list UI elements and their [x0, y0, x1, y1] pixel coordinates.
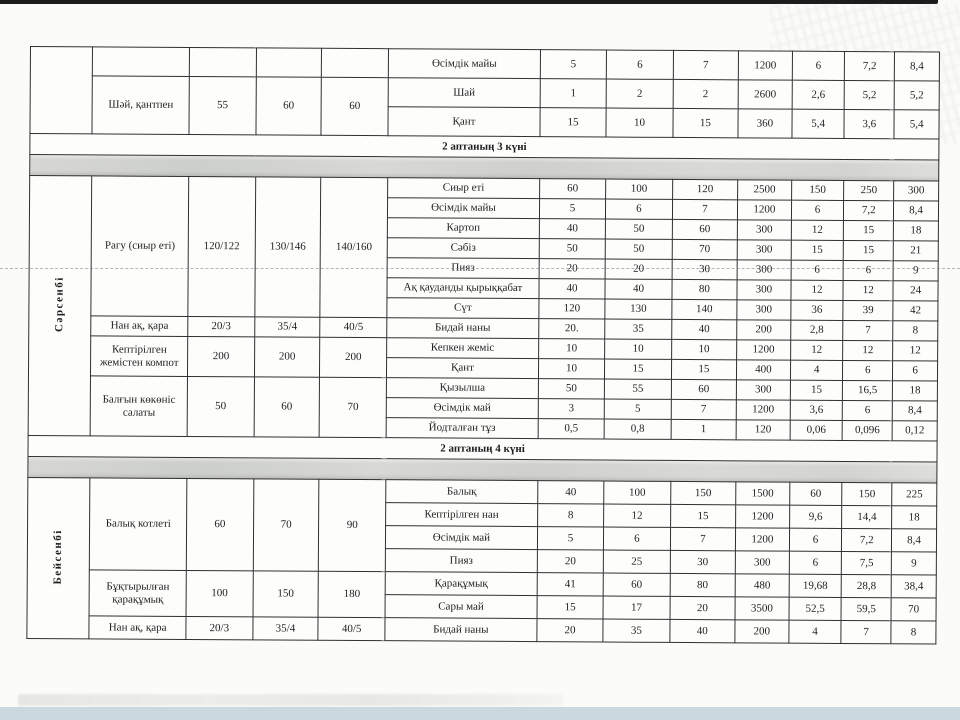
- value-cell: 1500: [736, 482, 790, 505]
- value-cell: 12: [790, 340, 843, 360]
- value-cell: 7: [841, 620, 891, 643]
- ingredient-cell: Шай: [388, 78, 540, 108]
- value-cell: 2500: [738, 180, 792, 200]
- value-cell: 300: [737, 240, 791, 260]
- value-cell: 6: [843, 260, 893, 280]
- value-cell: 60: [539, 179, 606, 199]
- value-cell: 300: [736, 380, 790, 400]
- ingredient-cell: Йодталған тұз: [386, 418, 538, 439]
- value-cell: 12: [843, 280, 893, 300]
- value-cell: 2: [606, 79, 673, 108]
- dish-name-cell: Рагу (сиыр еті): [91, 176, 188, 317]
- ingredient-cell: Бидай наны: [387, 318, 539, 339]
- portion-cell: 20/3: [186, 616, 253, 639]
- value-cell: 2: [673, 79, 739, 108]
- portion-cell: 120/122: [188, 176, 256, 316]
- value-cell: 6: [843, 400, 893, 420]
- ingredient-cell: Өсімдік май: [386, 398, 538, 419]
- value-cell: 20: [537, 550, 604, 573]
- value-cell: 6: [791, 260, 844, 280]
- day-cell: [30, 47, 93, 134]
- value-cell: 80: [670, 573, 736, 596]
- dish-name-cell: Балғын көкөніс салаты: [91, 376, 188, 437]
- portion-cell: 40/5: [318, 617, 385, 640]
- value-cell: 300: [894, 181, 939, 201]
- value-cell: 7: [671, 399, 737, 419]
- value-cell: 140: [671, 299, 737, 319]
- value-cell: 8,4: [892, 401, 937, 421]
- ingredient-cell: Бидай наны: [385, 618, 537, 642]
- value-cell: 1200: [735, 528, 789, 551]
- value-cell: 70: [672, 239, 738, 259]
- ingredient-cell: Кептірілген нан: [386, 503, 538, 527]
- value-cell: 60: [603, 573, 670, 596]
- value-cell: 480: [735, 574, 789, 597]
- ingredient-cell: Пияз: [385, 549, 537, 573]
- value-cell: 15: [537, 596, 604, 619]
- value-cell: 3: [538, 399, 605, 419]
- portion-cell: 35/4: [253, 617, 319, 640]
- value-cell: 30: [670, 550, 736, 573]
- section-header: 2 аптаның 3 күні: [30, 134, 939, 161]
- value-cell: 300: [737, 300, 791, 320]
- scan-smudge: [18, 694, 563, 706]
- value-cell: 36: [791, 300, 844, 320]
- value-cell: 15: [844, 220, 894, 240]
- portion-cell: 55: [189, 76, 256, 134]
- value-cell: 2,8: [790, 320, 843, 340]
- value-cell: 120: [539, 299, 606, 319]
- value-cell: 400: [737, 360, 791, 380]
- value-cell: 8: [891, 621, 936, 644]
- value-cell: 25: [604, 550, 671, 573]
- portion-cell: 200: [320, 337, 387, 377]
- value-cell: 20: [670, 596, 736, 619]
- value-cell: 7: [670, 527, 736, 550]
- value-cell: 150: [670, 481, 736, 504]
- value-cell: 5: [537, 527, 604, 550]
- scan-bottom-band: [0, 707, 960, 720]
- value-cell: 12: [843, 340, 893, 360]
- value-cell: 1200: [737, 340, 791, 360]
- value-cell: 18: [893, 221, 938, 241]
- dish-name-cell: Бұқтырылған қарақұмық: [89, 570, 186, 617]
- value-cell: 3500: [735, 597, 789, 620]
- value-cell: 300: [737, 280, 791, 300]
- value-cell: 20: [537, 619, 604, 642]
- value-cell: 21: [893, 241, 938, 261]
- portion-cell: 140/160: [320, 177, 388, 317]
- value-cell: 50: [605, 239, 672, 259]
- value-cell: 1200: [738, 200, 792, 220]
- value-cell: 60: [672, 219, 738, 239]
- ingredient-cell: Қызылша: [386, 378, 538, 399]
- value-cell: 40: [539, 219, 606, 239]
- value-cell: 200: [737, 320, 791, 340]
- value-cell: 1200: [738, 51, 792, 80]
- value-cell: 50: [606, 219, 673, 239]
- value-cell: 3,6: [844, 109, 894, 138]
- value-cell: 40: [671, 319, 737, 339]
- portion-cell: 60: [256, 77, 322, 135]
- value-cell: 6: [791, 200, 844, 220]
- portion-cell: 130/146: [255, 177, 322, 317]
- value-cell: 300: [735, 551, 789, 574]
- value-cell: 70: [891, 598, 936, 621]
- value-cell: 15: [670, 504, 736, 527]
- value-cell: 6: [607, 50, 674, 79]
- value-cell: 40: [605, 279, 672, 299]
- value-cell: 150: [842, 482, 892, 505]
- value-cell: 7,2: [842, 528, 892, 551]
- value-cell: 38,4: [891, 575, 936, 598]
- value-cell: 1200: [736, 400, 790, 420]
- value-cell: 42: [893, 301, 938, 321]
- menu-table: [26, 46, 940, 645]
- ingredient-cell: Қант: [388, 107, 540, 137]
- value-cell: 6: [792, 51, 845, 80]
- value-cell: 7: [673, 50, 739, 79]
- ingredient-cell: Балық: [386, 480, 538, 504]
- value-cell: 7,5: [842, 551, 892, 574]
- value-cell: 5: [539, 199, 606, 219]
- portion-cell: [189, 47, 256, 76]
- value-cell: 300: [737, 220, 791, 240]
- value-cell: 0,8: [604, 419, 671, 439]
- dish-name-cell: Шәй, қантпен: [92, 76, 189, 135]
- dish-name-cell: [93, 47, 190, 77]
- value-cell: 55: [605, 379, 672, 399]
- value-cell: 6: [789, 551, 842, 574]
- value-cell: 16,5: [843, 380, 893, 400]
- value-cell: 120: [672, 179, 738, 199]
- portion-cell: 200: [188, 336, 255, 376]
- ingredient-cell: Картоп: [387, 218, 539, 239]
- value-cell: 40: [539, 279, 606, 299]
- value-cell: 7: [843, 320, 893, 340]
- value-cell: 10: [605, 339, 672, 359]
- portion-cell: 60: [186, 478, 253, 570]
- value-cell: 50: [538, 379, 605, 399]
- value-cell: 35: [605, 319, 672, 339]
- value-cell: 30: [672, 259, 738, 279]
- day-label: Бейсенбі: [52, 528, 65, 585]
- value-cell: 12: [893, 341, 938, 361]
- value-cell: 150: [791, 180, 844, 200]
- value-cell: 15: [605, 359, 672, 379]
- value-cell: 5: [604, 399, 671, 419]
- value-cell: 15: [673, 108, 739, 137]
- ingredient-cell: Пияз: [387, 258, 539, 279]
- ingredient-cell: Сары май: [385, 595, 537, 619]
- value-cell: 35: [603, 619, 670, 642]
- value-cell: 10: [538, 339, 605, 359]
- value-cell: 4: [790, 360, 843, 380]
- ingredient-cell: Өсімдік майы: [388, 49, 540, 79]
- value-cell: 7,2: [844, 200, 894, 220]
- portion-cell: 50: [187, 376, 254, 436]
- value-cell: 120: [736, 420, 790, 440]
- portion-cell: 70: [319, 377, 386, 437]
- value-cell: 6: [789, 528, 842, 551]
- value-cell: 6: [604, 527, 671, 550]
- value-cell: 10: [538, 359, 605, 379]
- portion-cell: [322, 48, 389, 77]
- dish-name-cell: Балық котлеті: [90, 478, 187, 571]
- day-cell: [28, 176, 92, 436]
- value-cell: 9: [891, 552, 936, 575]
- value-cell: 20: [539, 259, 606, 279]
- value-cell: 60: [671, 379, 737, 399]
- portion-cell: 60: [321, 77, 388, 135]
- value-cell: 2600: [738, 80, 792, 109]
- value-cell: 41: [537, 573, 604, 596]
- ingredient-cell: Қант: [386, 358, 538, 379]
- portion-cell: [256, 48, 322, 77]
- portion-cell: 180: [318, 571, 385, 617]
- value-cell: 28,8: [842, 574, 892, 597]
- value-cell: 14,4: [842, 505, 892, 528]
- value-cell: 0,12: [892, 421, 937, 441]
- value-cell: 200: [735, 620, 789, 643]
- menu-table-body: [27, 47, 940, 645]
- value-cell: 40: [538, 481, 605, 504]
- value-cell: 0,06: [790, 420, 843, 440]
- ingredient-cell: Сәбіз: [387, 238, 539, 259]
- ingredient-cell: Сүт: [387, 298, 539, 319]
- ingredient-cell: Сиыр еті: [388, 178, 540, 199]
- value-cell: 7: [672, 199, 738, 219]
- value-cell: 6: [606, 199, 673, 219]
- value-cell: 15: [540, 108, 607, 137]
- value-cell: 15: [790, 380, 843, 400]
- value-cell: 1: [671, 419, 737, 439]
- portion-cell: 200: [254, 337, 320, 377]
- value-cell: 0,5: [538, 419, 605, 439]
- value-cell: 130: [605, 299, 672, 319]
- value-cell: 12: [791, 280, 844, 300]
- value-cell: 1200: [736, 505, 790, 528]
- value-cell: 10: [671, 339, 737, 359]
- portion-cell: 90: [319, 479, 386, 571]
- value-cell: 0,096: [842, 420, 892, 440]
- ingredient-cell: Қарақұмық: [385, 572, 537, 596]
- ingredient-cell: Өсімдік май: [385, 526, 537, 550]
- value-cell: 15: [844, 240, 894, 260]
- ingredient-cell: Кепкен жеміс: [387, 338, 539, 359]
- value-cell: 6: [893, 361, 938, 381]
- value-cell: 5: [540, 50, 607, 79]
- value-cell: 3,6: [790, 400, 843, 420]
- value-cell: 300: [737, 260, 791, 280]
- scan-dashed-line: [0, 268, 960, 269]
- value-cell: 5,2: [894, 81, 939, 110]
- value-cell: 19,68: [789, 574, 842, 597]
- ingredient-cell: Ақ қауданды қырыққабат: [387, 278, 539, 299]
- value-cell: 18: [892, 381, 937, 401]
- value-cell: 100: [606, 179, 673, 199]
- value-cell: 9,6: [789, 505, 842, 528]
- value-cell: 80: [672, 279, 738, 299]
- value-cell: 8: [893, 321, 938, 341]
- value-cell: 1: [540, 79, 607, 108]
- value-cell: 59,5: [841, 597, 891, 620]
- value-cell: 50: [539, 239, 606, 259]
- day-cell: [27, 477, 90, 638]
- value-cell: 2,6: [792, 80, 845, 109]
- value-cell: 7,2: [845, 51, 895, 80]
- value-cell: 52,5: [789, 597, 842, 620]
- value-cell: 24: [893, 281, 938, 301]
- value-cell: 15: [791, 240, 844, 260]
- section-header: 2 аптаның 4 күні: [28, 435, 937, 462]
- dish-name-cell: Нан ақ, қара: [91, 316, 188, 337]
- value-cell: 6: [843, 360, 893, 380]
- portion-cell: 60: [254, 377, 320, 437]
- value-cell: 8,4: [894, 201, 939, 221]
- value-cell: 20.: [539, 319, 606, 339]
- value-cell: 8,4: [894, 52, 939, 81]
- value-cell: 18: [892, 506, 937, 529]
- portion-cell: 40/5: [320, 317, 387, 337]
- value-cell: 250: [844, 180, 894, 200]
- value-cell: 100: [604, 481, 671, 504]
- portion-cell: 150: [253, 571, 319, 617]
- value-cell: 8: [537, 504, 604, 527]
- value-cell: 15: [671, 359, 737, 379]
- value-cell: 20: [605, 259, 672, 279]
- value-cell: 10: [606, 108, 673, 137]
- value-cell: 5,4: [894, 110, 939, 139]
- value-cell: 17: [603, 596, 670, 619]
- value-cell: 5,2: [845, 80, 895, 109]
- value-cell: 5,4: [792, 109, 845, 138]
- value-cell: 360: [738, 109, 792, 138]
- ingredient-cell: Өсімдік майы: [387, 198, 539, 219]
- value-cell: 9: [893, 261, 938, 281]
- value-cell: 8,4: [892, 529, 937, 552]
- portion-cell: 100: [186, 570, 253, 616]
- portion-cell: 70: [253, 479, 319, 571]
- value-cell: 40: [670, 619, 736, 642]
- portion-cell: 35/4: [254, 317, 320, 337]
- value-cell: 39: [843, 300, 893, 320]
- day-label: Сәрсенбі: [53, 275, 66, 332]
- value-cell: 4: [789, 620, 842, 643]
- value-cell: 225: [892, 483, 937, 506]
- value-cell: 12: [604, 504, 671, 527]
- dish-name-cell: Кептірілген жемістен компот: [91, 336, 188, 377]
- value-cell: 60: [789, 482, 842, 505]
- dish-name-cell: Нан ақ, қара: [89, 616, 186, 640]
- portion-cell: 20/3: [188, 316, 255, 336]
- value-cell: 12: [791, 220, 844, 240]
